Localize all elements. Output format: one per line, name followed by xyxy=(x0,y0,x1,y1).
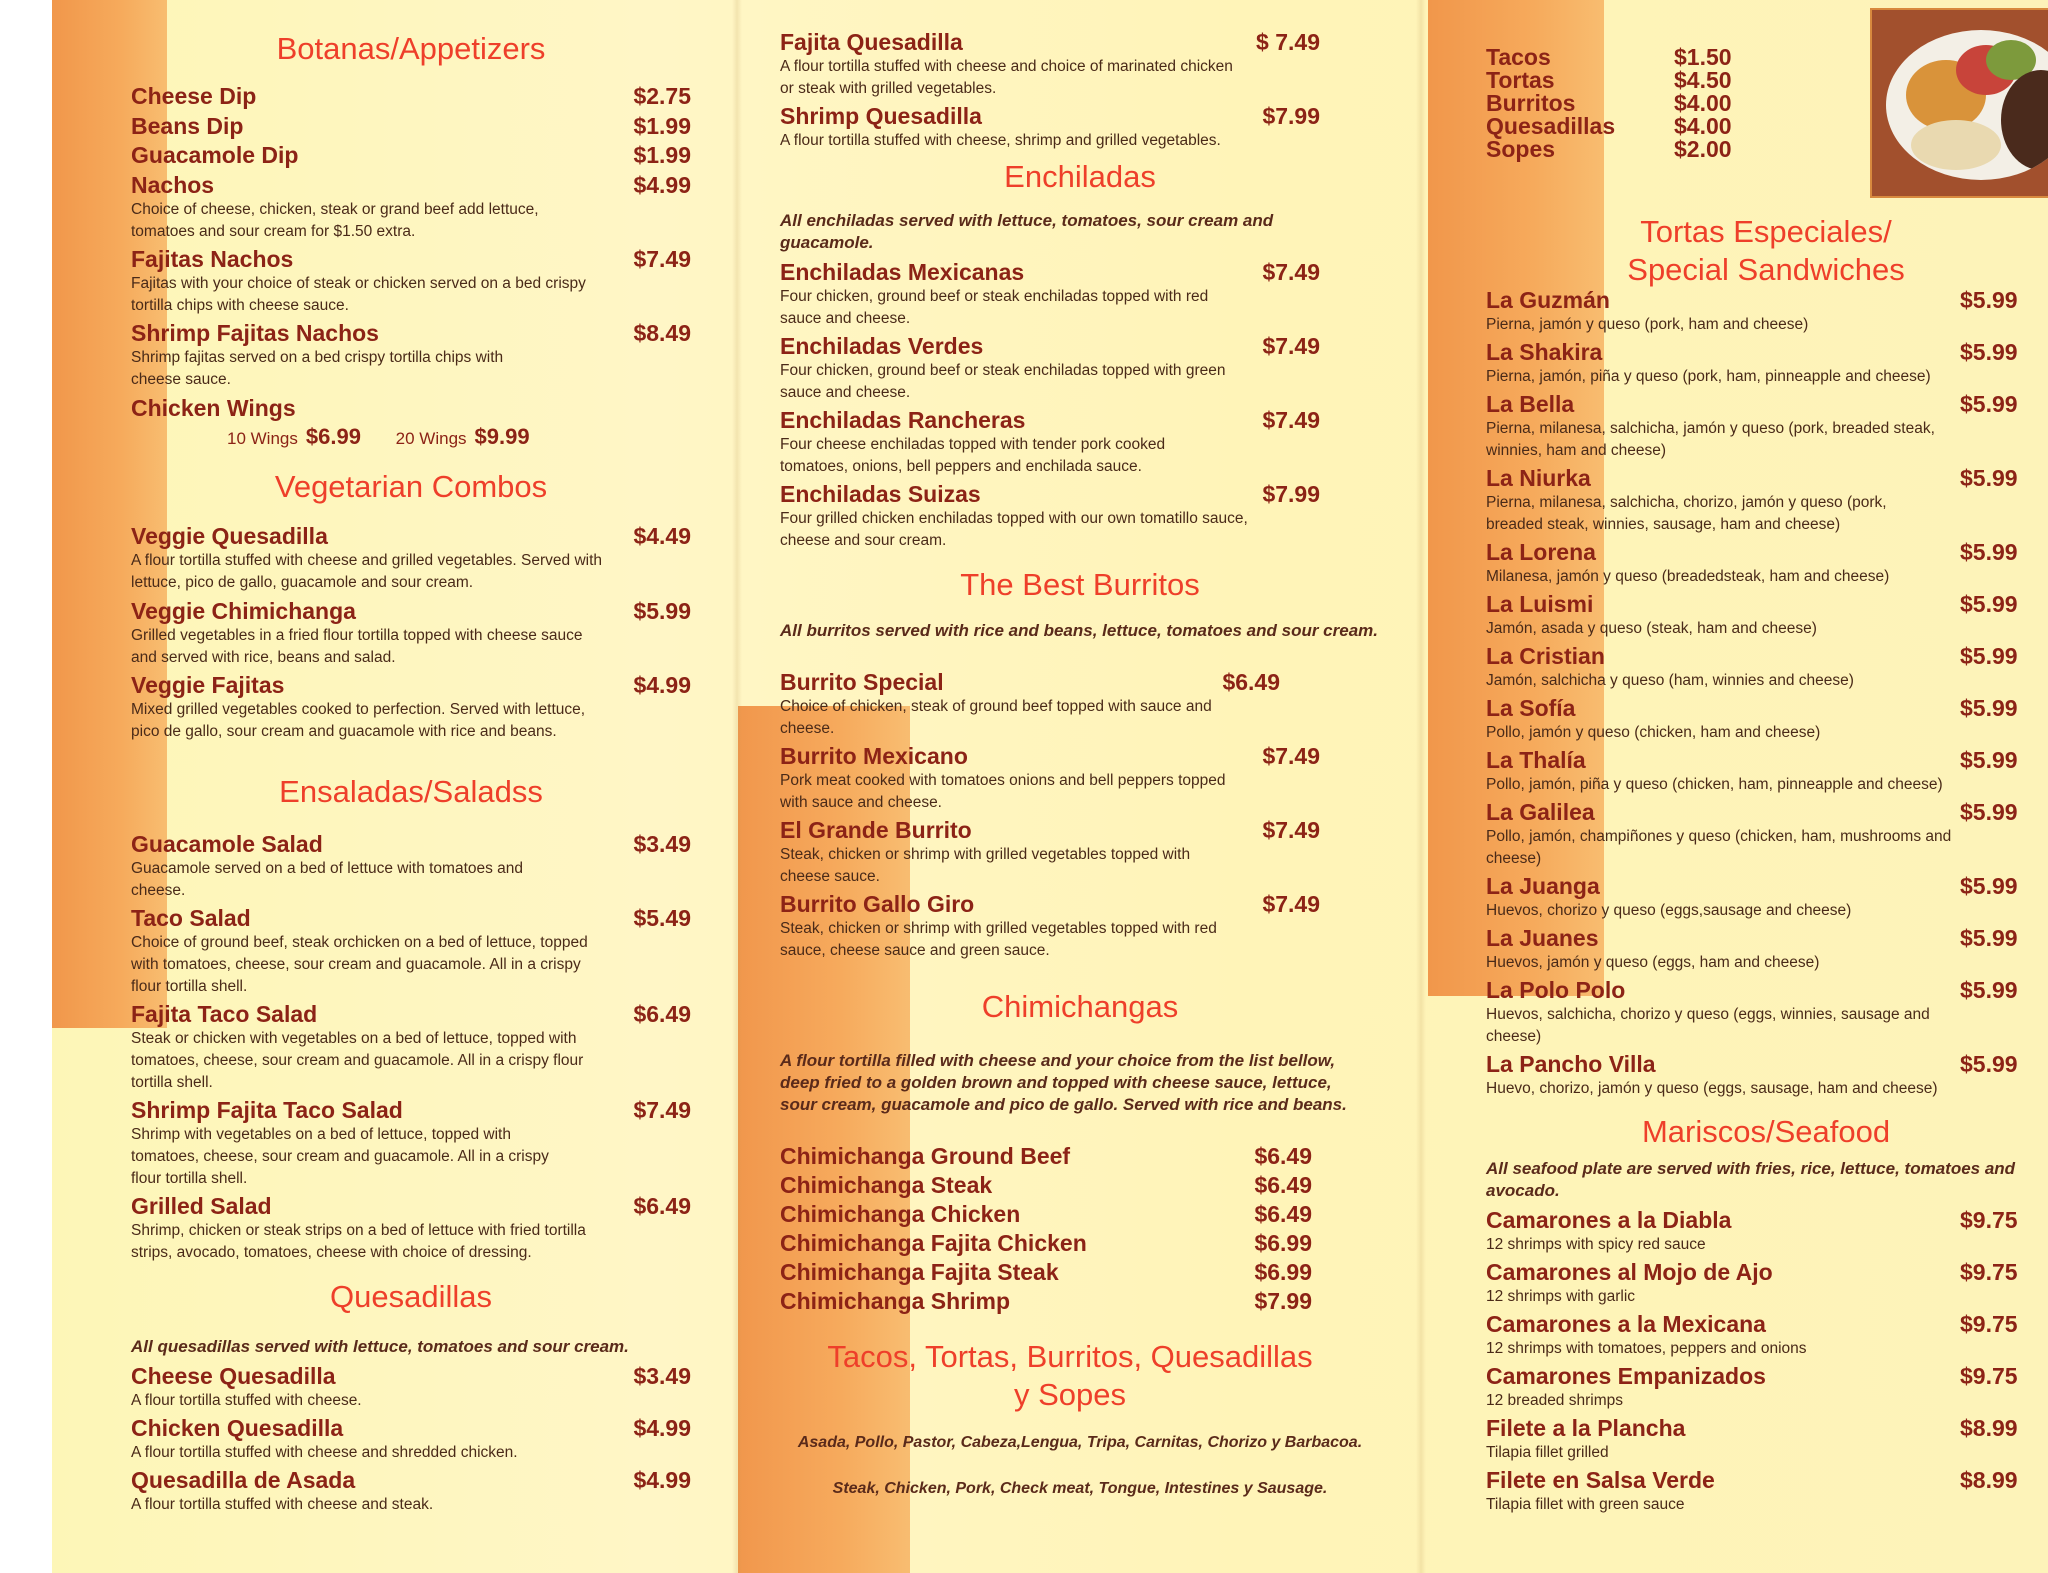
item-price: $7.99 xyxy=(1254,1288,1312,1314)
item-name: Burrito Gallo Giro xyxy=(780,891,975,917)
price-list-name: Sopes xyxy=(1486,136,1556,162)
item-description: 12 breaded shrimps xyxy=(1486,1392,1623,1409)
item-name: La Luismi xyxy=(1486,591,1594,617)
menu-item xyxy=(131,1362,691,1412)
menu-item xyxy=(1486,1258,2046,1308)
item-description: Pierna, milanesa, salchicha, jamón y queso (pork, breaded steak, winnies, ham and cheese) xyxy=(1486,420,1935,459)
item-name: La Galilea xyxy=(1486,799,1595,825)
menu-item xyxy=(780,1229,1312,1257)
item-price: $6.99 xyxy=(1254,1230,1312,1256)
item-price: $6.49 xyxy=(1222,669,1280,695)
item-price: $5.99 xyxy=(1960,695,2018,721)
item-description: Choice of chicken, steak of ground beef topped with sauce and cheese. xyxy=(780,698,1212,737)
section-title-tacos-line2: y Sopes xyxy=(1013,1377,1126,1412)
item-name: Filete en Salsa Verde xyxy=(1486,1467,1715,1493)
price-list-row xyxy=(1486,46,1746,69)
item-price: $5.99 xyxy=(633,598,691,624)
item-name: La Juanes xyxy=(1486,925,1599,951)
item-description: Tilapia fillet with green sauce xyxy=(1486,1496,1685,1513)
wings-10-price: $6.99 xyxy=(305,424,361,449)
item-name: Cheese Dip xyxy=(131,83,257,109)
item-name: Quesadilla de Asada xyxy=(131,1467,356,1493)
menu-column-2 xyxy=(780,0,1380,1573)
item-description: Milanesa, jamón y queso (breadedsteak, ham and cheese) xyxy=(1486,568,1890,585)
item-price: $4.99 xyxy=(633,172,691,198)
menu-item xyxy=(131,1192,691,1264)
section-title-tortas-line2: Special Sandwiches xyxy=(1627,252,1905,287)
item-name: La Lorena xyxy=(1486,539,1596,565)
item-price: $6.49 xyxy=(1254,1201,1312,1227)
price-list-row xyxy=(1486,92,1746,115)
item-price: $9.75 xyxy=(1960,1207,2018,1233)
item-description: Pork meat cooked with tomatoes onions and bell peppers topped with sauce and cheese. xyxy=(780,772,1226,811)
chicken-wings-options xyxy=(227,424,560,450)
menu-item xyxy=(1486,338,2046,388)
item-description: Shrimp fajitas served on a bed crispy tortilla chips with cheese sauce. xyxy=(131,349,504,388)
item-name: Fajita Taco Salad xyxy=(131,1001,318,1027)
item-price: $8.99 xyxy=(1960,1415,2018,1441)
item-price: $7.49 xyxy=(1262,259,1320,285)
item-description: Pollo, jamón y queso (chicken, ham and cheese) xyxy=(1486,724,1821,741)
section-title-chimichangas: Chimichangas xyxy=(981,989,1179,1024)
item-price: $5.49 xyxy=(633,905,691,931)
menu-item xyxy=(131,830,691,902)
item-name: Cheese Quesadilla xyxy=(131,1363,336,1389)
menu-item xyxy=(131,245,691,317)
wings-20-price: $9.99 xyxy=(474,424,530,449)
item-name: Veggie Fajitas xyxy=(131,672,285,698)
menu-item xyxy=(1486,1362,2046,1412)
item-name: Shrimp Quesadilla xyxy=(780,103,982,129)
item-price: $9.75 xyxy=(1960,1311,2018,1337)
item-price: $7.49 xyxy=(633,246,691,272)
item-name: La Polo Polo xyxy=(1486,977,1626,1003)
item-name: Filete a la Plancha xyxy=(1486,1415,1686,1441)
item-price: $5.99 xyxy=(1960,799,2018,825)
menu-item xyxy=(1486,390,2046,462)
item-name: La Niurka xyxy=(1486,465,1591,491)
item-price: $1.99 xyxy=(633,113,691,139)
item-name: Shrimp Fajita Taco Salad xyxy=(131,1097,403,1123)
item-name: Chimichanga Chicken xyxy=(780,1201,1021,1227)
section-title-enchiladas: Enchiladas xyxy=(1004,159,1156,194)
menu-item xyxy=(131,171,691,243)
item-name: La Juanga xyxy=(1486,873,1600,899)
menu-item xyxy=(131,1466,691,1516)
item-name: Enchiladas Mexicanas xyxy=(780,259,1025,285)
item-price: $5.99 xyxy=(1960,643,2018,669)
item-description: Pierna, jamón, piña y queso (pork, ham, pinneapple and cheese) xyxy=(1486,368,1931,385)
item-description: Four chicken, ground beef or steak enchiladas topped with red sauce and cheese. xyxy=(780,288,1209,327)
fillings-spanish: Asada, Pollo, Pastor, Cabeza,Lengua, Tripa, Carnitas, Chorizo y Barbacoa. xyxy=(797,1434,1363,1451)
item-description: A flour tortilla stuffed with cheese. xyxy=(131,1392,362,1409)
item-name: Chicken Wings xyxy=(131,395,296,421)
menu-item xyxy=(1486,976,2046,1048)
item-price: $7.49 xyxy=(1262,817,1320,843)
item-price: $7.49 xyxy=(1262,743,1320,769)
price-list-price: $1.50 xyxy=(1674,44,1732,70)
item-name: La Cristian xyxy=(1486,643,1605,669)
item-price: $2.75 xyxy=(633,83,691,109)
price-list-row xyxy=(1486,69,1746,92)
item-description: A flour tortilla stuffed with cheese and grilled vegetables. Served with lettuce, pico de gallo, guacamole and sour cream. xyxy=(131,552,603,591)
section-title-appetizers: Botanas/Appetizers xyxy=(276,31,546,66)
menu-item xyxy=(131,82,691,110)
item-description: Four grilled chicken enchiladas topped with our own tomatillo sauce, cheese and sour cream. xyxy=(780,510,1248,549)
menu-item xyxy=(1486,694,2046,744)
item-name: Taco Salad xyxy=(131,905,251,931)
item-description: Jamón, asada y queso (steak, ham and cheese) xyxy=(1486,620,1817,637)
menu-item xyxy=(131,394,691,422)
menu-item xyxy=(131,319,691,391)
item-description: Choice of ground beef, steak orchicken on a bed of lettuce, topped with tomatoes, cheese, sour cream and guacamole. All in a crispy flour tortilla shell. xyxy=(131,934,588,995)
item-description: A flour tortilla stuffed with cheese, shrimp and grilled vegetables. xyxy=(780,132,1221,149)
menu-item xyxy=(780,258,1320,330)
price-list-row xyxy=(1486,115,1746,138)
price-list-price: $4.00 xyxy=(1674,90,1732,116)
price-list-price: $4.50 xyxy=(1674,67,1732,93)
item-description: Huevo, chorizo, jamón y queso (eggs, sausage, ham and cheese) xyxy=(1486,1080,1938,1097)
item-name: Fajita Quesadilla xyxy=(780,29,963,55)
item-name: La Thalía xyxy=(1486,747,1586,773)
wings-10-label: 10 Wings xyxy=(227,429,298,448)
item-price: $7.49 xyxy=(1262,333,1320,359)
item-name: Veggie Chimichanga xyxy=(131,598,356,624)
item-name: Camarones a la Mexicana xyxy=(1486,1311,1766,1337)
item-name: Guacamole Dip xyxy=(131,142,299,168)
item-description: Pierna, milanesa, salchicha, chorizo, jamón y queso (pork, breaded steak, winnies, sausage, ham and cheese) xyxy=(1486,494,1887,533)
item-name: La Pancho Villa xyxy=(1486,1051,1656,1077)
item-name: La Bella xyxy=(1486,391,1575,417)
item-price: $5.99 xyxy=(1960,465,2018,491)
item-price: $7.99 xyxy=(1262,481,1320,507)
price-list-name: Tacos xyxy=(1486,44,1551,70)
item-name: La Shakira xyxy=(1486,339,1603,365)
section-title-tortas-line1: Tortas Especiales/ xyxy=(1640,214,1892,249)
item-description: Grilled vegetables in a fried flour tortilla topped with cheese sauce and served with rice, beans and salad. xyxy=(131,627,583,666)
section-title-seafood: Mariscos/Seafood xyxy=(1641,1114,1891,1149)
item-description: 12 shrimps with garlic xyxy=(1486,1288,1636,1305)
price-list-price: $4.00 xyxy=(1674,113,1732,139)
menu-item xyxy=(780,1142,1312,1170)
menu-column-1 xyxy=(131,0,691,1573)
wings-20-label: 20 Wings xyxy=(395,429,467,448)
item-description: Jamón, salchicha y queso (ham, winnies and cheese) xyxy=(1486,672,1854,689)
item-description: Huevos, jamón y queso (eggs, ham and cheese) xyxy=(1486,954,1820,971)
item-name: Enchiladas Suizas xyxy=(780,481,981,507)
menu-item xyxy=(1486,590,2046,640)
menu-item xyxy=(1486,1206,2046,1256)
menu-item xyxy=(1486,1050,2046,1100)
menu-item xyxy=(780,1200,1312,1228)
item-name: Enchiladas Rancheras xyxy=(780,407,1026,433)
menu-item xyxy=(131,1096,691,1190)
menu-item xyxy=(131,522,691,594)
item-description: Four cheese enchiladas topped with tender pork cooked tomatoes, onions, bell peppers and enchilada sauce. xyxy=(780,436,1166,475)
item-name: Chicken Quesadilla xyxy=(131,1415,344,1441)
menu-item xyxy=(131,904,691,998)
item-description: Pollo, jamón, champiñones y queso (chicken, ham, mushrooms and cheese) xyxy=(1486,828,1952,867)
item-name: La Guzmán xyxy=(1486,287,1610,313)
item-description: 12 shrimps with tomatoes, peppers and onions xyxy=(1486,1340,1807,1357)
item-price: $6.99 xyxy=(1254,1259,1312,1285)
item-name: Burrito Mexicano xyxy=(780,743,968,769)
item-price: $5.99 xyxy=(1960,539,2018,565)
item-price: $5.99 xyxy=(1960,977,2018,1003)
menu-item xyxy=(780,28,1320,100)
section-title-burritos: The Best Burritos xyxy=(960,567,1200,602)
item-name: Beans Dip xyxy=(131,113,244,139)
menu-item xyxy=(780,102,1320,152)
item-price: $6.49 xyxy=(1254,1143,1312,1169)
item-price: $4.99 xyxy=(633,672,691,698)
item-description: Shrimp with vegetables on a bed of lettuce, topped with tomatoes, cheese, sour cream and guacamole. All in a crispy flour tortilla shell. xyxy=(131,1126,549,1187)
item-price: $5.99 xyxy=(1960,1051,2018,1077)
item-description: Steak, chicken or shrimp with grilled vegetables topped with red sauce, cheese sauce and green sauce. xyxy=(780,920,1217,959)
section-note: All burritos served with rice and beans, lettuce, tomatoes and sour cream. xyxy=(780,621,1379,640)
item-price: $ 7.49 xyxy=(1256,29,1320,55)
menu-column-3 xyxy=(1486,0,2046,1573)
item-description: Four chicken, ground beef or steak enchiladas topped with green sauce and cheese. xyxy=(780,362,1226,401)
item-price: $7.49 xyxy=(1262,407,1320,433)
item-price: $5.99 xyxy=(1960,591,2018,617)
item-price: $5.99 xyxy=(1960,925,2018,951)
item-price: $4.49 xyxy=(633,523,691,549)
menu-item xyxy=(780,668,1280,740)
item-name: Guacamole Salad xyxy=(131,831,323,857)
menu-item xyxy=(1486,1414,2046,1464)
item-price: $3.49 xyxy=(633,831,691,857)
item-description: Mixed grilled vegetables cooked to perfection. Served with lettuce, pico de gallo, sour cream and guacamole with rice and beans. xyxy=(131,701,586,740)
item-price: $7.99 xyxy=(1262,103,1320,129)
price-list-name: Burritos xyxy=(1486,90,1576,116)
item-name: Chimichanga Fajita Chicken xyxy=(780,1230,1087,1256)
menu-item xyxy=(780,1287,1312,1315)
item-description: Steak or chicken with vegetables on a bed of lettuce, topped with tomatoes, cheese, sour cream and guacamole. All in a crispy flour tortilla shell. xyxy=(131,1030,584,1091)
item-description: Steak, chicken or shrimp with grilled vegetables topped with cheese sauce. xyxy=(780,846,1191,885)
item-name: El Grande Burrito xyxy=(780,817,972,843)
item-description: A flour tortilla stuffed with cheese and choice of marinated chicken or steak with grilled vegetables. xyxy=(780,58,1233,97)
item-price: $4.99 xyxy=(633,1415,691,1441)
menu-item xyxy=(1486,286,2046,336)
item-name: Veggie Quesadilla xyxy=(131,523,328,549)
base-price-list xyxy=(1486,46,1746,161)
menu-item xyxy=(131,597,691,669)
price-list-price: $2.00 xyxy=(1674,136,1732,162)
item-price: $9.75 xyxy=(1960,1259,2018,1285)
section-note: A flour tortilla filled with cheese and your choice from the list bellow, deep fried to a golden brown and topped with cheese sauce, lettuce, sour cream, guacamole and pico de gallo. Served with rice and beans. xyxy=(780,1051,1347,1114)
item-name: Chimichanga Shrimp xyxy=(780,1288,1011,1314)
menu-item xyxy=(1486,642,2046,692)
item-name: Camarones a la Diabla xyxy=(1486,1207,1732,1233)
item-name: Nachos xyxy=(131,172,215,198)
item-name: Shrimp Fajitas Nachos xyxy=(131,320,379,346)
menu-item xyxy=(131,1414,691,1464)
section-title-salads: Ensaladas/Saladss xyxy=(279,774,543,809)
item-name: Enchiladas Verdes xyxy=(780,333,984,359)
menu-item xyxy=(780,742,1320,814)
item-name: Camarones Empanizados xyxy=(1486,1363,1766,1389)
item-name: Fajitas Nachos xyxy=(131,246,294,272)
item-name: Burrito Special xyxy=(780,669,944,695)
item-price: $1.99 xyxy=(633,142,691,168)
menu-item xyxy=(1486,1310,2046,1360)
menu-item xyxy=(1486,538,2046,588)
section-title-tacos-line1: Tacos, Tortas, Burritos, Quesadillas xyxy=(827,1339,1313,1374)
item-price: $6.49 xyxy=(633,1001,691,1027)
menu-item xyxy=(780,1171,1312,1199)
item-price: $7.49 xyxy=(1262,891,1320,917)
item-price: $9.75 xyxy=(1960,1363,2018,1389)
item-price: $8.49 xyxy=(633,320,691,346)
fillings-english: Steak, Chicken, Pork, Check meat, Tongue, Intestines y Sausage. xyxy=(832,1480,1328,1497)
price-list-row xyxy=(1486,138,1746,161)
item-description: Huevos, salchicha, chorizo y queso (eggs, winnies, sausage and cheese) xyxy=(1486,1006,1930,1045)
panel-fold-2 xyxy=(1416,0,1426,1573)
section-note: All seafood plate are served with fries, rice, lettuce, tomatoes and avocado. xyxy=(1486,1159,2016,1200)
menu-item xyxy=(1486,464,2046,536)
item-price: $5.99 xyxy=(1960,873,2018,899)
menu-item xyxy=(131,141,691,169)
item-name: Camarones al Mojo de Ajo xyxy=(1486,1259,1773,1285)
item-description: A flour tortilla stuffed with cheese and shredded chicken. xyxy=(131,1444,518,1461)
menu-item xyxy=(131,1000,691,1094)
menu-item xyxy=(1486,924,2046,974)
menu-item xyxy=(780,332,1320,404)
menu-item xyxy=(780,890,1320,962)
item-name: Chimichanga Fajita Steak xyxy=(780,1259,1059,1285)
item-description: Fajitas with your choice of steak or chicken served on a bed crispy tortilla chips with cheese sauce. xyxy=(131,275,586,314)
menu-item xyxy=(1486,798,2046,870)
menu-item xyxy=(780,1258,1312,1286)
section-title-quesadillas: Quesadillas xyxy=(330,1279,492,1314)
item-price: $7.49 xyxy=(633,1097,691,1123)
menu-item xyxy=(1486,746,2046,796)
item-name: Chimichanga Steak xyxy=(780,1172,993,1198)
item-description: Pollo, jamón, piña y queso (chicken, ham, pinneapple and cheese) xyxy=(1486,776,1943,793)
section-note: All quesadillas served with lettuce, tomatoes and sour cream. xyxy=(131,1337,629,1356)
menu-item xyxy=(131,112,691,140)
item-description: Pierna, jamón y queso (pork, ham and cheese) xyxy=(1486,316,1809,333)
item-price: $6.49 xyxy=(1254,1172,1312,1198)
price-list-name: Quesadillas xyxy=(1486,113,1616,139)
item-price: $5.99 xyxy=(1960,391,2018,417)
item-description: 12 shrimps with spicy red sauce xyxy=(1486,1236,1706,1253)
item-description: Guacamole served on a bed of lettuce with tomatoes and cheese. xyxy=(131,860,524,899)
section-title-vegetarian: Vegetarian Combos xyxy=(274,469,548,504)
menu-item xyxy=(780,406,1320,478)
menu-item xyxy=(1486,872,2046,922)
item-price: $8.99 xyxy=(1960,1467,2018,1493)
item-price: $5.99 xyxy=(1960,747,2018,773)
item-price: $3.49 xyxy=(633,1363,691,1389)
item-price: $6.49 xyxy=(633,1193,691,1219)
item-name: Grilled Salad xyxy=(131,1193,272,1219)
item-description: A flour tortilla stuffed with cheese and steak. xyxy=(131,1496,434,1513)
menu-item xyxy=(1486,1466,2046,1516)
item-description: Shrimp, chicken or steak strips on a bed of lettuce with fried tortilla strips, avocado, tomatoes, cheese with choice of dressing. xyxy=(131,1222,586,1261)
item-description: Choice of cheese, chicken, steak or grand beef add lettuce, tomatoes and sour cream for $1.50 extra. xyxy=(131,201,539,240)
menu-item xyxy=(780,816,1320,888)
panel-fold-1 xyxy=(732,0,742,1573)
item-name: La Sofía xyxy=(1486,695,1576,721)
section-note: All enchiladas served with lettuce, tomatoes, sour cream and guacamole. xyxy=(780,211,1274,252)
menu-item xyxy=(780,480,1320,552)
item-description: Huevos, chorizo y queso (eggs,sausage and cheese) xyxy=(1486,902,1852,919)
item-description: Tilapia fillet grilled xyxy=(1486,1444,1609,1461)
price-list-name: Tortas xyxy=(1486,67,1555,93)
item-name: Chimichanga Ground Beef xyxy=(780,1143,1071,1169)
item-price: $5.99 xyxy=(1960,287,2018,313)
item-price: $5.99 xyxy=(1960,339,2018,365)
menu-item xyxy=(131,671,691,743)
item-price: $4.99 xyxy=(633,1467,691,1493)
